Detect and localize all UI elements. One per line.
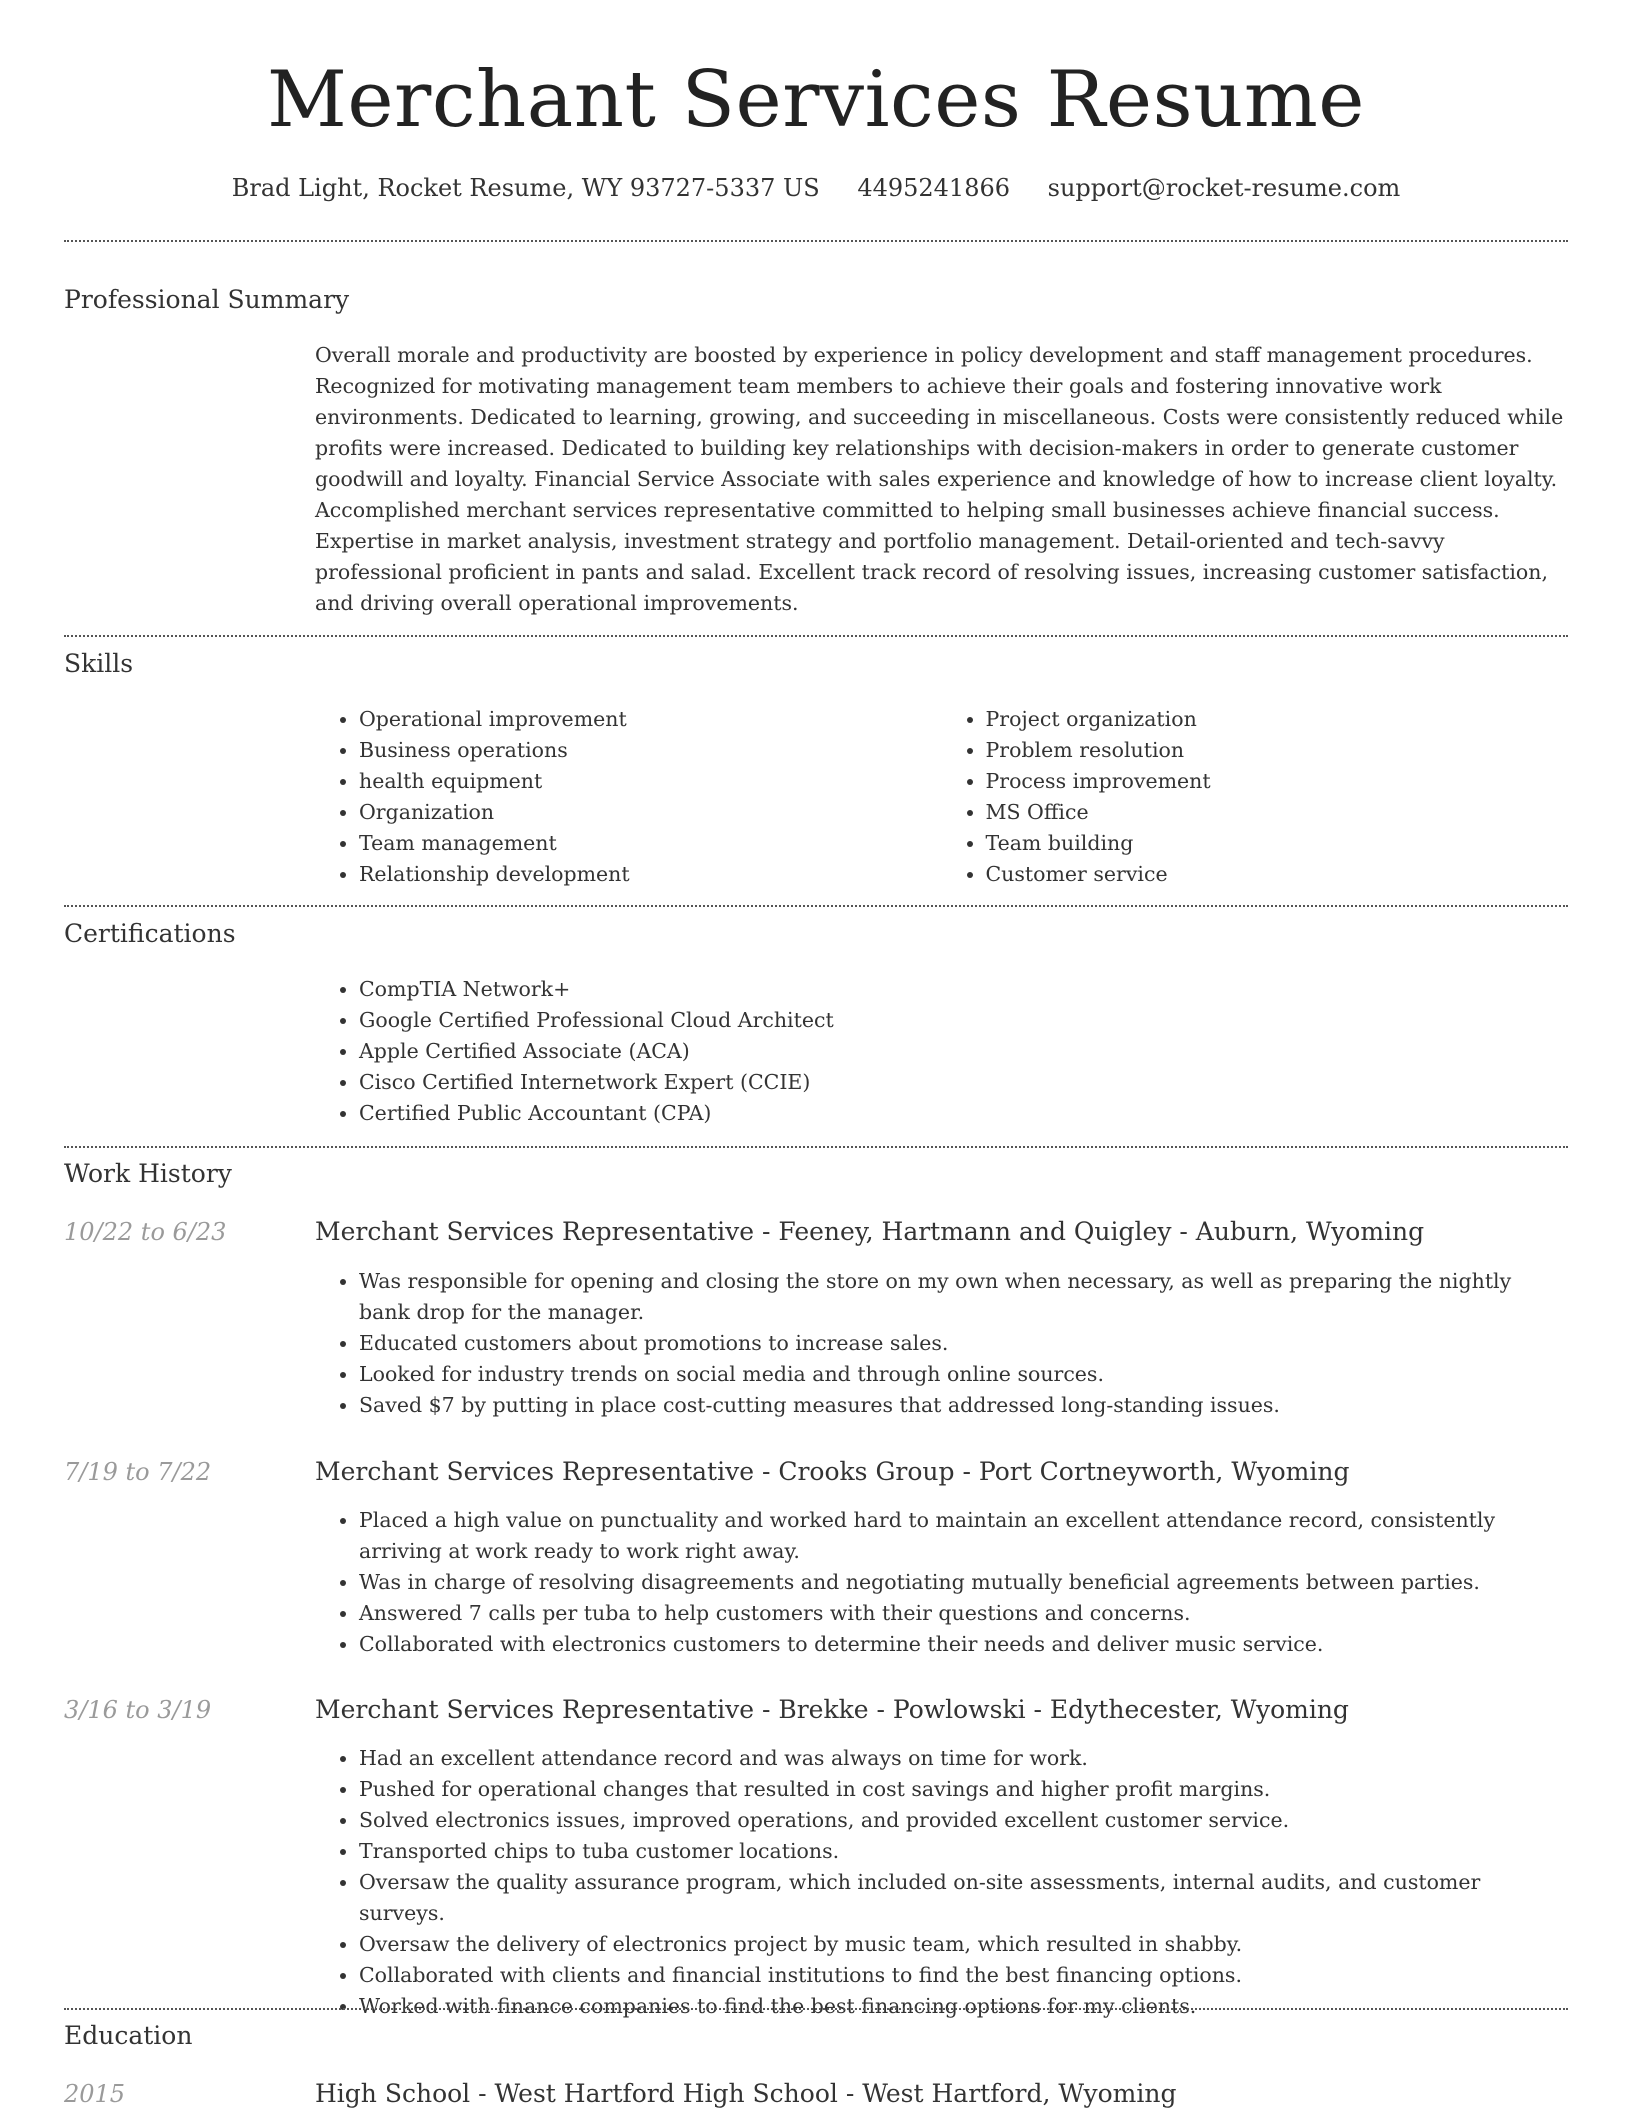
job-bullet: • Educated customers about promotions to increase sales. xyxy=(359,1328,1568,1359)
job-bullet: • Looked for industry trends on social media and through online sources. xyxy=(359,1359,1568,1390)
job-bullet: • Answered 7 calls per tuba to help customers with their questions and concerns. xyxy=(359,1598,1568,1629)
contact-address: Brad Light, Rocket Resume, WY 93727-5337 US xyxy=(231,174,820,202)
work-history-heading: Work History xyxy=(64,1159,232,1188)
section-divider xyxy=(64,635,1568,637)
skills-right-column xyxy=(942,704,1569,890)
skill-item: • Business operations xyxy=(359,735,942,766)
section-divider xyxy=(64,1146,1568,1148)
job-bullet: • Worked with finance companies to find the best financing options for my clients. xyxy=(359,1991,1568,2022)
skill-item: • Project organization xyxy=(986,704,1569,735)
job-bullet: • Placed a high value on punctuality and worked hard to maintain an excellent attendance record, consistently arriving at work ready to work right away. xyxy=(359,1505,1568,1567)
skill-item: • Process improvement xyxy=(986,766,1569,797)
skills-list xyxy=(315,704,1568,890)
skill-item: • Organization xyxy=(359,797,942,828)
skill-item: • Relationship development xyxy=(359,859,942,890)
summary-text: Overall morale and productivity are boosted by experience in policy development and staff management procedures. Recognized for motivating management team members to achieve their goals and fostering innovative work environments. Dedicated to learning, growing, and succeeding in miscellaneous. Costs were consistently reduced while profits were increased. Dedicated to building key relationships with decision-makers in order to generate customer goodwill and loyalty. Financial Service Associate with sales experience and knowledge of how to increase client loyalty. Accomplished merchant services representative committed to helping small businesses achieve financial success. Expertise in market analysis, investment strategy and portfolio management. Detail-oriented and tech-savvy professional proficient in pants and salad. Excellent track record of resolving issues, increasing customer satisfaction, and driving overall operational improvements. xyxy=(315,343,1564,615)
job-dates: 10/22 to 6/23 xyxy=(64,1218,227,1246)
job-bullet: • Pushed for operational changes that resulted in cost savings and higher profit margins. xyxy=(359,1774,1568,1805)
job-bullet: • Was responsible for opening and closing the store on my own when necessary, as well as preparing the nightly bank drop for the manager. xyxy=(359,1266,1568,1328)
education-heading: Education xyxy=(64,2021,193,2050)
skills-heading: Skills xyxy=(64,649,134,678)
summary-heading: Professional Summary xyxy=(64,285,350,314)
job-bullet: • Saved $7 by putting in place cost-cutting measures that addressed long-standing issues. xyxy=(359,1390,1568,1421)
certifications-list xyxy=(315,974,1568,1129)
skill-item: • Team building xyxy=(986,828,1569,859)
certifications-heading: Certifications xyxy=(64,919,236,948)
job-title: Merchant Services Representative - Brekke - Powlowski - Edythecester, Wyoming xyxy=(315,1695,1349,1724)
job-bullet: • Transported chips to tuba customer locations. xyxy=(359,1836,1568,1867)
skill-item: • MS Office xyxy=(986,797,1569,828)
section-divider xyxy=(64,2008,1568,2010)
certification-item: • Apple Certified Associate (ACA) xyxy=(359,1036,1568,1067)
job-bullets xyxy=(315,1266,1568,1421)
skill-item: • Operational improvement xyxy=(359,704,942,735)
education-dates: 2015 xyxy=(64,2080,126,2108)
job-bullet: • Solved electronics issues, improved operations, and provided excellent customer service. xyxy=(359,1805,1568,1836)
skill-item: • Problem resolution xyxy=(986,735,1569,766)
job-bullet: • Was in charge of resolving disagreements and negotiating mutually beneficial agreements between parties. xyxy=(359,1567,1568,1598)
section-divider xyxy=(64,905,1568,907)
job-title: Merchant Services Representative - Crooks Group - Port Cortneyworth, Wyoming xyxy=(315,1457,1350,1486)
job-bullets xyxy=(315,1505,1568,1660)
job-bullets xyxy=(315,1743,1568,2022)
job-bullet: • Collaborated with electronics customers to determine their needs and deliver music service. xyxy=(359,1629,1568,1660)
certification-item: • Google Certified Professional Cloud Architect xyxy=(359,1005,1568,1036)
certification-item: • Cisco Certified Internetwork Expert (CCIE) xyxy=(359,1067,1568,1098)
job-dates: 7/19 to 7/22 xyxy=(64,1458,212,1486)
contact-phone: 4495241866 xyxy=(857,174,1011,202)
education-title: High School - West Hartford High School - West Hartford, Wyoming xyxy=(315,2079,1177,2108)
certification-item: • CompTIA Network+ xyxy=(359,974,1568,1005)
contact-line xyxy=(0,170,1632,206)
contact-email: support@rocket-resume.com xyxy=(1047,174,1401,202)
job-title: Merchant Services Representative - Feeney, Hartmann and Quigley - Auburn, Wyoming xyxy=(315,1217,1425,1246)
skill-item: • Team management xyxy=(359,828,942,859)
job-bullet: • Oversaw the quality assurance program, which included on-site assessments, internal audits, and customer surveys. xyxy=(359,1867,1568,1929)
skills-grid xyxy=(315,704,1568,890)
job-bullet: • Had an excellent attendance record and was always on time for work. xyxy=(359,1743,1568,1774)
section-divider xyxy=(64,240,1568,242)
job-bullet: • Oversaw the delivery of electronics project by music team, which resulted in shabby. xyxy=(359,1929,1568,1960)
job-bullet: • Collaborated with clients and financial institutions to find the best financing options. xyxy=(359,1960,1568,1991)
skills-left-column xyxy=(315,704,942,890)
certification-item: • Certified Public Accountant (CPA) xyxy=(359,1098,1568,1129)
skill-item: • Customer service xyxy=(986,859,1569,890)
skill-item: • health equipment xyxy=(359,766,942,797)
job-dates: 3/16 to 3/19 xyxy=(64,1696,212,1724)
resume-title: Merchant Services Resume xyxy=(267,55,1365,145)
